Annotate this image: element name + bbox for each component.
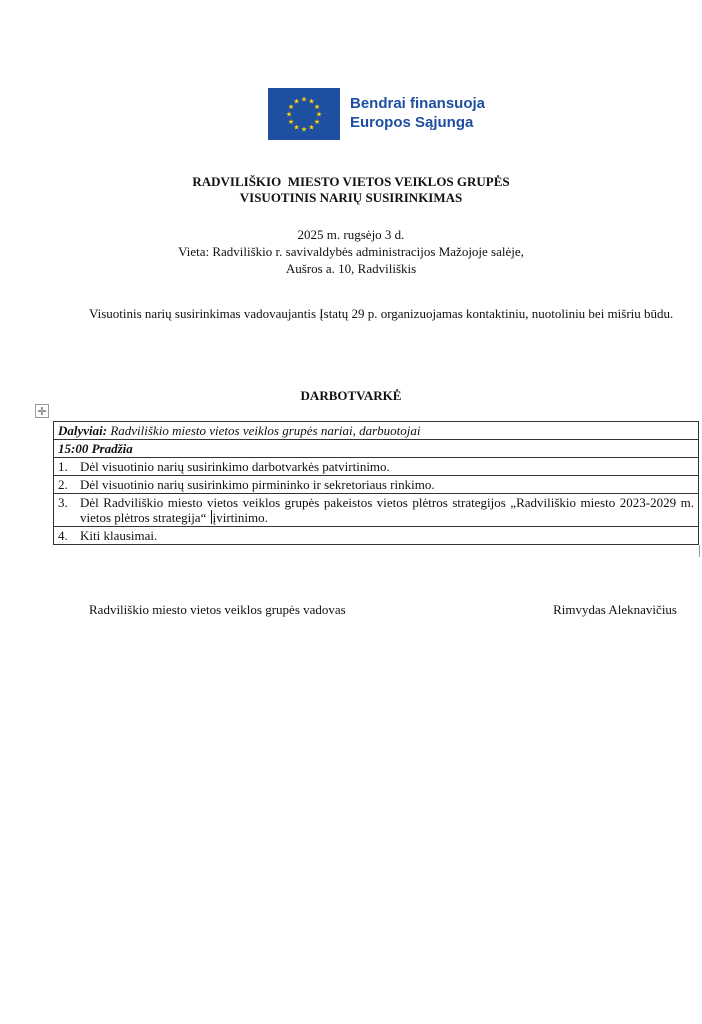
flag-star-icon: ★ — [315, 110, 323, 119]
logo-text — [350, 94, 485, 132]
item-text: Dėl visuotinio narių susirinkimo darbotvarkės patvirtinimo. — [80, 459, 390, 474]
table-end-marker — [699, 545, 700, 557]
text-cursor — [211, 510, 212, 524]
eu-logo — [268, 88, 508, 144]
meeting-meta — [0, 226, 702, 277]
item-number: 4. — [58, 528, 68, 543]
agenda-item-3 — [54, 494, 699, 527]
title-line-2: VISUOTINIS NARIŲ SUSIRINKIMAS — [239, 190, 463, 205]
agenda-heading: DARBOTVARKĖ — [300, 388, 402, 403]
intro-paragraph: Visuotinis narių susirinkimas vadovaujantis Įstatų 29 p. organizuojamas kontaktiniu, nuotoliniu bei mišriu būdu. — [89, 306, 674, 321]
item-number: 2. — [58, 477, 68, 492]
agenda-item-1 — [54, 458, 699, 476]
start-row — [54, 440, 699, 458]
item-number: 3. — [58, 495, 68, 510]
agenda-item-4 — [54, 527, 699, 545]
meeting-venue: Vieta: Radviliškio r. savivaldybės administracijos Mažojoje salėje, — [178, 244, 524, 259]
item-text-end: įvirtinimo. — [212, 510, 268, 525]
signer-name: Rimvydas Aleknavičius — [553, 602, 677, 617]
table-move-handle-icon[interactable]: ✛ — [35, 404, 49, 418]
title-line-1: RADVILIŠKIO MIESTO VIETOS VEIKLOS GRUPĖS — [192, 174, 510, 189]
item-text: Kiti klausimai. — [80, 528, 158, 543]
document-title — [0, 174, 702, 206]
flag-star-icon: ★ — [287, 118, 295, 126]
participants-row — [54, 422, 699, 440]
agenda-item-2 — [54, 476, 699, 494]
participants-text: Radviliškio miesto vietos veiklos grupės nariai, darbuotojai — [107, 423, 421, 438]
flag-star-icon: ★ — [287, 103, 295, 111]
flag-star-icon: ★ — [300, 125, 308, 134]
flag-star-icon: ★ — [308, 123, 315, 132]
flag-star-icon: ★ — [293, 97, 300, 106]
signature-line — [89, 601, 677, 618]
flag-star-icon: ★ — [308, 97, 315, 106]
item-number: 1. — [58, 459, 68, 474]
logo-line-2: Europos Sąjunga — [350, 114, 474, 131]
item-text: Dėl visuotinio narių susirinkimo pirmininko ir sekretoriaus rinkimo. — [80, 477, 435, 492]
logo-line-1: Bendrai finansuoja — [350, 95, 486, 112]
signer-role: Radviliškio miesto vietos veiklos grupės vadovas — [89, 602, 346, 617]
flag-star-icon: ★ — [293, 123, 300, 132]
flag-star-icon: ★ — [285, 110, 293, 119]
meeting-date: 2025 m. rugsėjo 3 d. — [297, 227, 405, 242]
meeting-address: Aušros a. 10, Radviliškis — [285, 261, 417, 276]
eu-flag-icon — [268, 88, 340, 140]
item-text: Dėl Radviliškio miesto vietos veiklos grupės pakeistos vietos plėtros strategijos „Radviliškio miesto 2023-2029 m. vietos plėtros strategija“ — [80, 495, 694, 525]
flag-star-icon: ★ — [313, 118, 321, 126]
flag-star-icon: ★ — [313, 103, 321, 111]
participants-label: Dalyviai: — [58, 423, 108, 438]
start-time: 15:00 Pradžia — [54, 440, 699, 458]
flag-star-icon: ★ — [300, 95, 308, 104]
agenda-table — [53, 421, 699, 545]
